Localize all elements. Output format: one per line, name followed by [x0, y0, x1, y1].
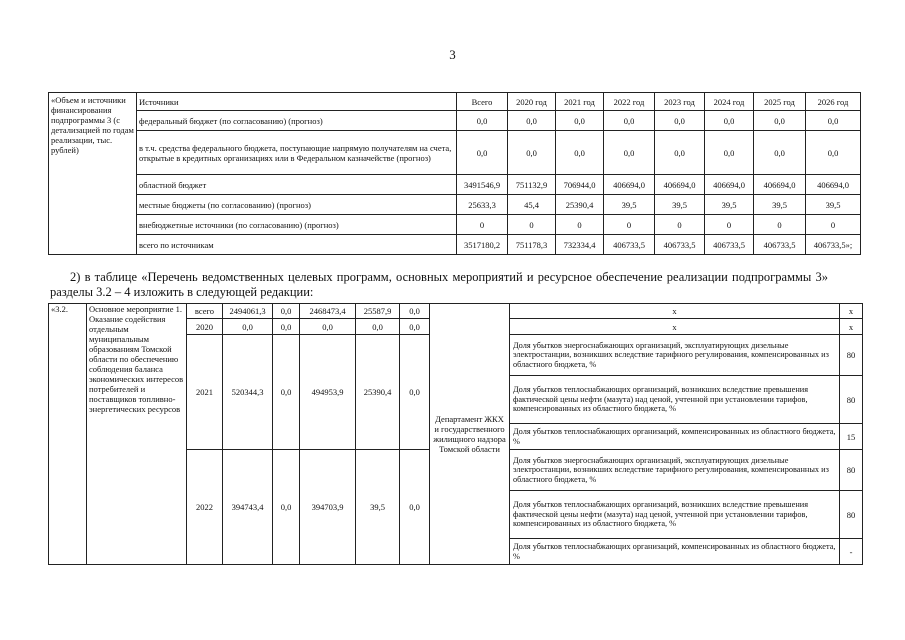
header-cell: 2023 год	[655, 93, 705, 111]
header-cell: Всего	[457, 93, 508, 111]
source-cell: федеральный бюджет (по согласованию) (прогноз)	[137, 111, 457, 131]
executor-cell: Департамент ЖКХ и государственного жилищного надзора Томской области	[430, 304, 510, 565]
value-cell: 0	[754, 215, 806, 235]
value-cell: 406733,5	[655, 235, 705, 255]
header-cell: 2025 год	[754, 93, 806, 111]
value-cell: 520344,3	[223, 335, 273, 450]
header-cell: 2021 год	[556, 93, 604, 111]
value-cell: 0,0	[604, 111, 655, 131]
x-mark: х	[840, 304, 863, 319]
source-cell: в т.ч. средства федерального бюджета, поступающие напрямую получателям на счета, открытые в кредитных организациях или в Федеральном казначействе (прогноз)	[137, 131, 457, 175]
x-mark: х	[510, 304, 840, 319]
value-cell: 0,0	[400, 335, 430, 450]
year-cell: 2021	[187, 335, 223, 450]
indicator-text: Доля убытков теплоснабжающих организаций, компенсированных из областного бюджета, %	[510, 424, 840, 450]
value-cell: 0	[508, 215, 556, 235]
instruction-paragraph: 2) в таблице «Перечень ведомственных целевых программ, основных мероприятий и ресурсное обеспечение реализации подпрограммы 3» разделы 3.2 – 4 изложить в следующей редакции:	[50, 269, 828, 299]
activity-name: Основное мероприятие 1. Оказание содействия отдельным муниципальным образованиям Томской области по обеспечению соблюдения баланса экономических интересов потребителей и поставщиков топливно-энергетических ресурсов	[87, 304, 187, 565]
table-row	[49, 131, 861, 175]
value-cell: 0,0	[655, 131, 705, 175]
indicator-value: 80	[840, 450, 863, 491]
header-cell: Источники	[137, 93, 457, 111]
indicator-value: -	[840, 539, 863, 565]
indicator-text: Доля убытков теплоснабжающих организаций, возникших вследствие превышения фактической цены нефти (мазута) над ценой, учтенной при установлении тарифов, компенсированных из областного бюджета, %	[510, 491, 840, 539]
value-cell: 406694,0	[705, 175, 754, 195]
value-cell: 39,5	[604, 195, 655, 215]
value-cell: 0,0	[457, 131, 508, 175]
value-cell: 0,0	[508, 131, 556, 175]
value-cell: 0	[556, 215, 604, 235]
value-cell: 0,0	[508, 111, 556, 131]
value-cell: 3517180,2	[457, 235, 508, 255]
value-cell: 0,0	[400, 304, 430, 319]
value-cell: 751132,9	[508, 175, 556, 195]
value-cell: 25633,3	[457, 195, 508, 215]
value-cell: 0,0	[806, 131, 861, 175]
item-number: «3.2.	[49, 304, 87, 565]
indicator-text: Доля убытков энергоснабжающих организаций, эксплуатирующих дизельные электростанции, возникших вследствие тарифного регулирования, компенсированных из областного бюджета, %	[510, 335, 840, 376]
table-row	[49, 195, 861, 215]
value-cell: 406733,5»;	[806, 235, 861, 255]
value-cell: 0	[705, 215, 754, 235]
header-cell: 2022 год	[604, 93, 655, 111]
page-number: 3	[449, 47, 456, 62]
value-cell: 0,0	[223, 319, 273, 335]
value-cell: 0,0	[604, 131, 655, 175]
value-cell: 0,0	[273, 335, 300, 450]
value-cell: 45,4	[508, 195, 556, 215]
value-cell: 2494061,3	[223, 304, 273, 319]
year-cell: 2022	[187, 450, 223, 565]
indicator-value: 80	[840, 376, 863, 424]
value-cell: 0,0	[273, 304, 300, 319]
value-cell: 39,5	[356, 450, 400, 565]
value-cell: 494953,9	[300, 335, 356, 450]
table-row	[49, 304, 863, 319]
value-cell: 406733,5	[604, 235, 655, 255]
table-row	[49, 215, 861, 235]
value-cell: 0,0	[356, 319, 400, 335]
table-row	[49, 175, 861, 195]
table-header-row	[49, 93, 861, 111]
value-cell: 751178,3	[508, 235, 556, 255]
indicator-value: 80	[840, 491, 863, 539]
value-cell: 0	[655, 215, 705, 235]
x-mark: х	[510, 319, 840, 335]
value-cell: 25587,9	[356, 304, 400, 319]
header-cell: 2026 год	[806, 93, 861, 111]
value-cell: 0,0	[754, 131, 806, 175]
value-cell: 3491546,9	[457, 175, 508, 195]
value-cell: 39,5	[754, 195, 806, 215]
header-cell: 2024 год	[705, 93, 754, 111]
value-cell: 0,0	[556, 111, 604, 131]
value-cell: 0,0	[273, 319, 300, 335]
value-cell: 0,0	[705, 131, 754, 175]
table-row	[49, 111, 861, 131]
value-cell: 39,5	[806, 195, 861, 215]
source-cell: всего по источникам	[137, 235, 457, 255]
value-cell: 0,0	[400, 319, 430, 335]
year-cell: 2020	[187, 319, 223, 335]
program-activities-table	[48, 303, 863, 565]
source-cell: внебюджетные источники (по согласованию) (прогноз)	[137, 215, 457, 235]
table-row-total	[49, 235, 861, 255]
value-cell: 0,0	[754, 111, 806, 131]
indicator-text: Доля убытков теплоснабжающих организаций, компенсированных из областного бюджета, %	[510, 539, 840, 565]
value-cell: 406694,0	[604, 175, 655, 195]
value-cell: 406694,0	[806, 175, 861, 195]
value-cell: 406733,5	[705, 235, 754, 255]
indicator-text: Доля убытков энергоснабжающих организаций, эксплуатирующих дизельные электростанции, возникших вследствие тарифного регулирования, компенсированных из областного бюджета, %	[510, 450, 840, 491]
value-cell: 0,0	[300, 319, 356, 335]
value-cell: 2468473,4	[300, 304, 356, 319]
header-cell: 2020 год	[508, 93, 556, 111]
value-cell: 25390,4	[556, 195, 604, 215]
value-cell: 39,5	[655, 195, 705, 215]
indicator-text: Доля убытков теплоснабжающих организаций, возникших вследствие превышения фактической цены нефти (мазута) над ценой, учтенной при установлении тарифов, компенсированных из областного бюджета, %	[510, 376, 840, 424]
value-cell: 394743,4	[223, 450, 273, 565]
value-cell: 25390,4	[356, 335, 400, 450]
indicator-value: 15	[840, 424, 863, 450]
value-cell: 0,0	[655, 111, 705, 131]
financing-table	[48, 92, 861, 255]
value-cell: 39,5	[705, 195, 754, 215]
value-cell: 406694,0	[655, 175, 705, 195]
year-cell: всего	[187, 304, 223, 319]
value-cell: 0,0	[400, 450, 430, 565]
value-cell: 706944,0	[556, 175, 604, 195]
value-cell: 0,0	[705, 111, 754, 131]
financing-label: «Объем и источники финансирования подпрограммы 3 (с детализацией по годам реализации, тыс. рублей)	[49, 93, 137, 255]
source-cell: местные бюджеты (по согласованию) (прогноз)	[137, 195, 457, 215]
value-cell: 732334,4	[556, 235, 604, 255]
value-cell: 0,0	[273, 450, 300, 565]
value-cell: 0,0	[556, 131, 604, 175]
value-cell: 0,0	[806, 111, 861, 131]
indicator-value: 80	[840, 335, 863, 376]
source-cell: областной бюджет	[137, 175, 457, 195]
value-cell: 0	[604, 215, 655, 235]
value-cell: 406733,5	[754, 235, 806, 255]
value-cell: 394703,9	[300, 450, 356, 565]
value-cell: 0	[457, 215, 508, 235]
x-mark: х	[840, 319, 863, 335]
value-cell: 0,0	[457, 111, 508, 131]
value-cell: 0	[806, 215, 861, 235]
value-cell: 406694,0	[754, 175, 806, 195]
